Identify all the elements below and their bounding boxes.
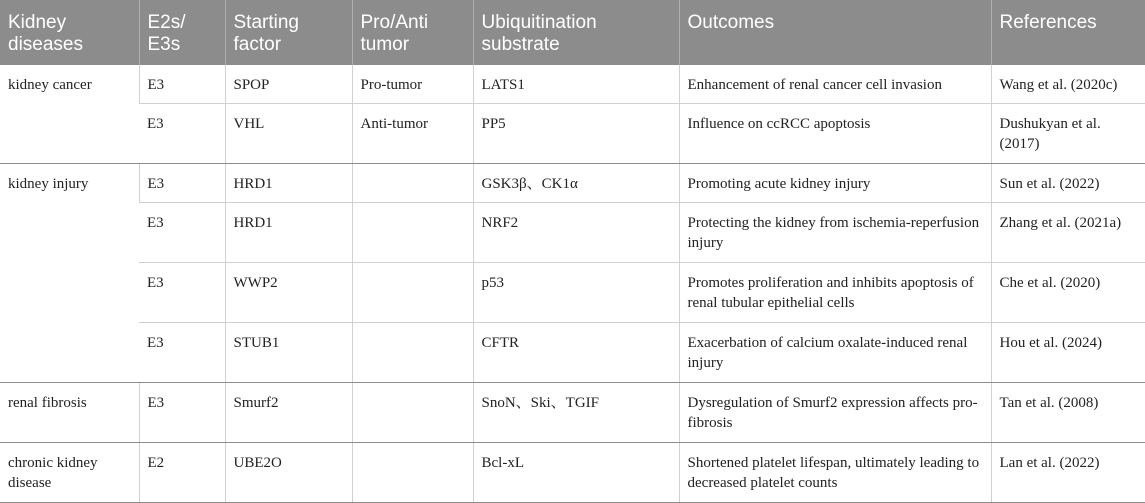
table-row <box>0 65 1145 104</box>
factor-cell: Smurf2 <box>225 383 352 443</box>
substrate-cell: NRF2 <box>473 203 679 263</box>
reference-cell: Dushukyan et al. (2017) <box>991 104 1145 164</box>
tumor-cell <box>352 443 473 503</box>
header-e2s-e3s: E2s/ E3s <box>139 0 225 65</box>
enzyme-cell: E3 <box>139 65 225 104</box>
enzyme-cell: E3 <box>139 323 225 383</box>
tumor-cell <box>352 323 473 383</box>
table-row <box>0 443 1145 503</box>
factor-cell: WWP2 <box>225 263 352 323</box>
factor-cell: VHL <box>225 104 352 164</box>
header-kidney-diseases: Kidney diseases <box>0 0 139 65</box>
enzyme-cell: E3 <box>139 164 225 203</box>
tumor-cell <box>352 383 473 443</box>
reference-cell: Che et al. (2020) <box>991 263 1145 323</box>
enzyme-cell: E2 <box>139 443 225 503</box>
outcome-cell: Enhancement of renal cancer cell invasion <box>679 65 991 104</box>
reference-cell: Sun et al. (2022) <box>991 164 1145 203</box>
table-row <box>0 104 1145 164</box>
table-row <box>0 383 1145 443</box>
table-body <box>0 65 1145 503</box>
outcome-cell: Shortened platelet lifespan, ultimately leading to decreased platelet counts <box>679 443 991 503</box>
enzyme-cell: E3 <box>139 104 225 164</box>
reference-cell: Hou et al. (2024) <box>991 323 1145 383</box>
reference-cell: Tan et al. (2008) <box>991 383 1145 443</box>
disease-cell: renal fibrosis <box>0 383 139 443</box>
reference-cell: Lan et al. (2022) <box>991 443 1145 503</box>
header-ubiquitination-substrate: Ubiquitination substrate <box>473 0 679 65</box>
tumor-cell <box>352 203 473 263</box>
outcome-cell: Dysregulation of Smurf2 expression affects pro-fibrosis <box>679 383 991 443</box>
enzyme-cell: E3 <box>139 383 225 443</box>
substrate-cell: GSK3β、CK1α <box>473 164 679 203</box>
substrate-cell: LATS1 <box>473 65 679 104</box>
enzyme-cell: E3 <box>139 203 225 263</box>
outcome-cell: Promoting acute kidney injury <box>679 164 991 203</box>
factor-cell: HRD1 <box>225 203 352 263</box>
header-outcomes: Outcomes <box>679 0 991 65</box>
factor-cell: STUB1 <box>225 323 352 383</box>
outcome-cell: Protecting the kidney from ischemia-reperfusion injury <box>679 203 991 263</box>
header-references: References <box>991 0 1145 65</box>
substrate-cell: CFTR <box>473 323 679 383</box>
outcome-cell: Promotes proliferation and inhibits apoptosis of renal tubular epithelial cells <box>679 263 991 323</box>
factor-cell: SPOP <box>225 65 352 104</box>
substrate-cell: p53 <box>473 263 679 323</box>
header-pro-anti-tumor: Pro/Anti tumor <box>352 0 473 65</box>
table-header <box>0 0 1145 65</box>
reference-cell: Wang et al. (2020c) <box>991 65 1145 104</box>
tumor-cell: Pro-tumor <box>352 65 473 104</box>
header-row <box>0 0 1145 65</box>
disease-cell: kidney cancer <box>0 65 139 164</box>
table-row <box>0 323 1145 383</box>
substrate-cell: SnoN、Ski、TGIF <box>473 383 679 443</box>
table-row <box>0 263 1145 323</box>
substrate-cell: Bcl-xL <box>473 443 679 503</box>
disease-cell: kidney injury <box>0 164 139 383</box>
tumor-cell: Anti-tumor <box>352 104 473 164</box>
tumor-cell <box>352 263 473 323</box>
factor-cell: UBE2O <box>225 443 352 503</box>
table-row <box>0 164 1145 203</box>
tumor-cell <box>352 164 473 203</box>
disease-cell: chronic kidney disease <box>0 443 139 503</box>
header-starting-factor: Starting factor <box>225 0 352 65</box>
outcome-cell: Influence on ccRCC apoptosis <box>679 104 991 164</box>
substrate-cell: PP5 <box>473 104 679 164</box>
enzyme-cell: E3 <box>139 263 225 323</box>
reference-cell: Zhang et al. (2021a) <box>991 203 1145 263</box>
table-row <box>0 203 1145 263</box>
factor-cell: HRD1 <box>225 164 352 203</box>
outcome-cell: Exacerbation of calcium oxalate-induced renal injury <box>679 323 991 383</box>
